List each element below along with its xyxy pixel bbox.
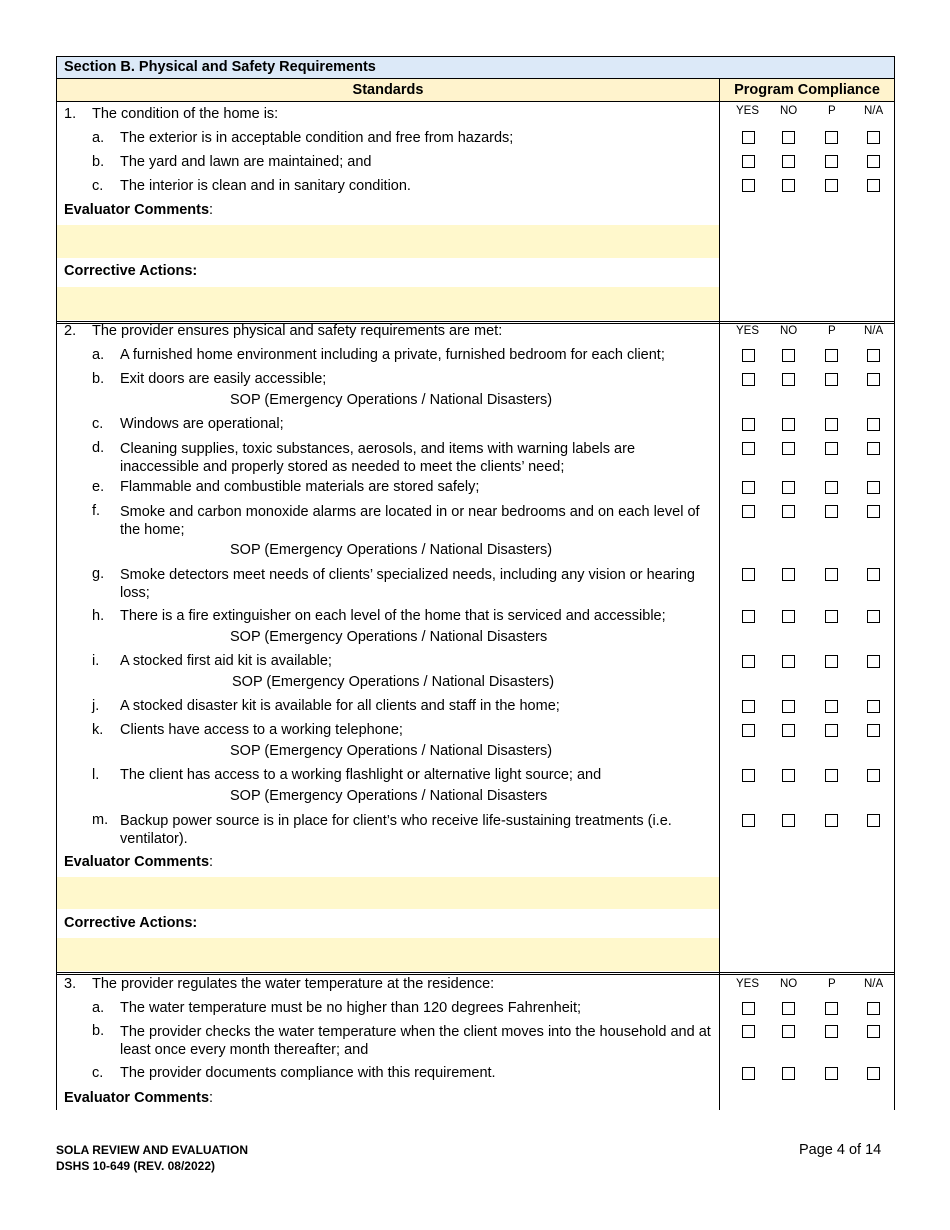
checkbox-na[interactable] bbox=[867, 349, 880, 362]
checkbox-na[interactable] bbox=[867, 373, 880, 386]
footer-form-title: SOLA REVIEW AND EVALUATION bbox=[56, 1143, 248, 1157]
checkbox-na[interactable] bbox=[867, 179, 880, 192]
q2-evaluator-comments-label: Evaluator Comments: bbox=[64, 854, 214, 870]
checkbox-na[interactable] bbox=[867, 131, 880, 144]
compliance-no-header: NO bbox=[780, 105, 798, 117]
checkbox-yes[interactable] bbox=[742, 1067, 755, 1080]
checkbox-yes[interactable] bbox=[742, 349, 755, 362]
checkbox-p[interactable] bbox=[825, 155, 838, 168]
q1-text: The condition of the home is: bbox=[92, 106, 279, 122]
checkbox-no[interactable] bbox=[782, 610, 795, 623]
checkbox-yes[interactable] bbox=[742, 442, 755, 455]
checkbox-na[interactable] bbox=[867, 481, 880, 494]
checkbox-no[interactable] bbox=[782, 655, 795, 668]
checkbox-p[interactable] bbox=[825, 179, 838, 192]
q2-item-text: A furnished home environment including a private, furnished bedroom for each client; bbox=[120, 347, 665, 363]
checkbox-no[interactable] bbox=[782, 1067, 795, 1080]
q2-item-letter: d. bbox=[92, 440, 105, 456]
q2-item-text: Smoke and carbon monoxide alarms are located in or near bedrooms and on each level of the home; bbox=[120, 504, 700, 538]
checkbox-p[interactable] bbox=[825, 442, 838, 455]
q2-item-letter: b. bbox=[92, 371, 105, 387]
checkbox-na[interactable] bbox=[867, 1025, 880, 1038]
q1-item-letter: b. bbox=[92, 154, 105, 170]
q2-corrective-actions-label: Corrective Actions: bbox=[64, 915, 198, 931]
checkbox-yes[interactable] bbox=[742, 131, 755, 144]
checkbox-yes[interactable] bbox=[742, 814, 755, 827]
q1-evaluator-comments-label: Evaluator Comments: bbox=[64, 202, 214, 218]
q1-item-text: The interior is clean and in sanitary condition. bbox=[120, 178, 411, 194]
q3-item-text: The provider checks the water temperature when the client moves into the household and at least once every month thereafter; and bbox=[120, 1024, 711, 1058]
q2-item-letter: f. bbox=[92, 503, 101, 519]
q2-item-letter: g. bbox=[92, 566, 105, 582]
checkbox-no[interactable] bbox=[782, 418, 795, 431]
q2-item-text: A stocked first aid kit is available; bbox=[120, 653, 332, 669]
q3-evaluator-comments-label: Evaluator Comments: bbox=[64, 1090, 214, 1106]
checkbox-no[interactable] bbox=[782, 724, 795, 737]
checkbox-na[interactable] bbox=[867, 769, 880, 782]
standards-header: Standards bbox=[352, 82, 424, 98]
q2-item-text: A stocked disaster kit is available for all clients and staff in the home; bbox=[120, 698, 560, 714]
checkbox-na[interactable] bbox=[867, 418, 880, 431]
compliance-yes-header: YES bbox=[736, 105, 760, 117]
checkbox-p[interactable] bbox=[825, 610, 838, 623]
checkbox-no[interactable] bbox=[782, 349, 795, 362]
q2-number: 2. bbox=[64, 323, 77, 339]
checkbox-yes[interactable] bbox=[742, 700, 755, 713]
checkbox-na[interactable] bbox=[867, 610, 880, 623]
program-compliance-header: Program Compliance bbox=[734, 82, 880, 98]
q2-item-text: Flammable and combustible materials are stored safely; bbox=[120, 479, 480, 495]
q1-corrective-actions-field[interactable] bbox=[57, 287, 719, 320]
checkbox-p[interactable] bbox=[825, 814, 838, 827]
q1-item-letter: c. bbox=[92, 178, 104, 194]
q1-item-letter: a. bbox=[92, 130, 105, 146]
checkbox-na[interactable] bbox=[867, 655, 880, 668]
checkbox-yes[interactable] bbox=[742, 418, 755, 431]
checkbox-p[interactable] bbox=[825, 568, 838, 581]
table-border bbox=[56, 56, 895, 57]
checkbox-p[interactable] bbox=[825, 131, 838, 144]
checkbox-yes[interactable] bbox=[742, 610, 755, 623]
checkbox-p[interactable] bbox=[825, 1025, 838, 1038]
q2-item-text: The client has access to a working flashlight or alternative light source; and bbox=[120, 767, 602, 783]
table-border bbox=[56, 974, 895, 975]
q2-item-letter: i. bbox=[92, 653, 100, 669]
checkbox-yes[interactable] bbox=[742, 655, 755, 668]
table-border bbox=[56, 56, 57, 1110]
sop-note: SOP (Emergency Operations / National Disasters) bbox=[230, 542, 553, 558]
checkbox-p[interactable] bbox=[825, 481, 838, 494]
sop-note: SOP (Emergency Operations / National Disasters bbox=[230, 629, 548, 645]
q2-item-text: Cleaning supplies, toxic substances, aerosols, and items with warning labels are inaccessible and properly stored as needed to meet the clients’ need; bbox=[120, 441, 636, 475]
sop-note: SOP (Emergency Operations / National Disasters) bbox=[232, 674, 555, 690]
q3-item-text: The water temperature must be no higher than 120 degrees Fahrenheit; bbox=[120, 1000, 582, 1016]
table-border bbox=[56, 101, 895, 102]
checkbox-no[interactable] bbox=[782, 442, 795, 455]
compliance-no-header: NO bbox=[780, 978, 798, 990]
checkbox-na[interactable] bbox=[867, 700, 880, 713]
q2-item-letter: j. bbox=[92, 698, 100, 714]
checkbox-p[interactable] bbox=[825, 505, 838, 518]
table-border bbox=[56, 78, 895, 79]
q3-item-letter: a. bbox=[92, 1000, 105, 1016]
table-border bbox=[894, 56, 895, 1110]
checkbox-p[interactable] bbox=[825, 724, 838, 737]
checkbox-p[interactable] bbox=[825, 1067, 838, 1080]
checkbox-no[interactable] bbox=[782, 179, 795, 192]
checkbox-yes[interactable] bbox=[742, 1002, 755, 1015]
q2-corrective-actions-field[interactable] bbox=[57, 938, 719, 971]
checkbox-p[interactable] bbox=[825, 655, 838, 668]
compliance-no-header: NO bbox=[780, 325, 798, 337]
table-border bbox=[56, 321, 895, 322]
q2-evaluator-comments-field[interactable] bbox=[57, 877, 719, 909]
q2-item-text: Smoke detectors meet needs of clients’ specialized needs, including any vision or hearing loss; bbox=[120, 567, 695, 601]
checkbox-yes[interactable] bbox=[742, 568, 755, 581]
column-divider bbox=[719, 78, 720, 1110]
checkbox-no[interactable] bbox=[782, 505, 795, 518]
checkbox-no[interactable] bbox=[782, 1002, 795, 1015]
q2-item-text: There is a fire extinguisher on each level of the home that is serviced and accessible; bbox=[120, 608, 666, 624]
checkbox-na[interactable] bbox=[867, 814, 880, 827]
checkbox-na[interactable] bbox=[867, 155, 880, 168]
checkbox-no[interactable] bbox=[782, 1025, 795, 1038]
checkbox-no[interactable] bbox=[782, 373, 795, 386]
compliance-na-header: N/A bbox=[864, 978, 884, 990]
q2-item-letter: l. bbox=[92, 767, 100, 783]
q2-item-text: Clients have access to a working telephone; bbox=[120, 722, 403, 738]
footer-page-number: Page 4 of 14 bbox=[799, 1142, 882, 1158]
sop-note: SOP (Emergency Operations / National Disasters bbox=[230, 788, 548, 804]
checkbox-na[interactable] bbox=[867, 568, 880, 581]
compliance-yes-header: YES bbox=[736, 978, 760, 990]
checkbox-no[interactable] bbox=[782, 481, 795, 494]
table-border bbox=[56, 972, 895, 973]
compliance-p-header: P bbox=[828, 325, 836, 337]
checkbox-no[interactable] bbox=[782, 814, 795, 827]
q2-item-letter: k. bbox=[92, 722, 104, 738]
checkbox-yes[interactable] bbox=[742, 1025, 755, 1038]
q1-item-text: The yard and lawn are maintained; and bbox=[120, 154, 372, 170]
checkbox-p[interactable] bbox=[825, 349, 838, 362]
checkbox-p[interactable] bbox=[825, 769, 838, 782]
q1-number: 1. bbox=[64, 106, 77, 122]
checkbox-na[interactable] bbox=[867, 442, 880, 455]
q2-item-letter: m. bbox=[92, 812, 109, 828]
q3-item-text: The provider documents compliance with this requirement. bbox=[120, 1065, 496, 1081]
checkbox-na[interactable] bbox=[867, 724, 880, 737]
checkbox-na[interactable] bbox=[867, 505, 880, 518]
checkbox-no[interactable] bbox=[782, 155, 795, 168]
q2-item-text: Exit doors are easily accessible; bbox=[120, 371, 327, 387]
checkbox-yes[interactable] bbox=[742, 481, 755, 494]
q1-item-text: The exterior is in acceptable condition and free from hazards; bbox=[120, 130, 514, 146]
footer-form-number: DSHS 10-649 (REV. 08/2022) bbox=[56, 1159, 215, 1173]
checkbox-no[interactable] bbox=[782, 568, 795, 581]
q2-item-letter: e. bbox=[92, 479, 105, 495]
checkbox-no[interactable] bbox=[782, 131, 795, 144]
q2-item-letter: h. bbox=[92, 608, 105, 624]
compliance-p-header: P bbox=[828, 978, 836, 990]
checkbox-p[interactable] bbox=[825, 373, 838, 386]
q2-item-letter: c. bbox=[92, 416, 104, 432]
compliance-yes-header: YES bbox=[736, 325, 760, 337]
checkbox-yes[interactable] bbox=[742, 373, 755, 386]
q3-item-letter: b. bbox=[92, 1023, 105, 1039]
checkbox-na[interactable] bbox=[867, 1067, 880, 1080]
checkbox-p[interactable] bbox=[825, 418, 838, 431]
checkbox-p[interactable] bbox=[825, 1002, 838, 1015]
checkbox-yes[interactable] bbox=[742, 769, 755, 782]
q3-text: The provider regulates the water temperature at the residence: bbox=[92, 976, 495, 992]
checkbox-p[interactable] bbox=[825, 700, 838, 713]
compliance-na-header: N/A bbox=[864, 105, 884, 117]
checkbox-yes[interactable] bbox=[742, 155, 755, 168]
section-title: Section B. Physical and Safety Requirements bbox=[64, 59, 376, 75]
checkbox-yes[interactable] bbox=[742, 505, 755, 518]
checkbox-no[interactable] bbox=[782, 700, 795, 713]
q2-item-text: Windows are operational; bbox=[120, 416, 284, 432]
checkbox-yes[interactable] bbox=[742, 179, 755, 192]
q1-corrective-actions-label: Corrective Actions: bbox=[64, 263, 198, 279]
q2-item-letter: a. bbox=[92, 347, 105, 363]
compliance-p-header: P bbox=[828, 105, 836, 117]
sop-note: SOP (Emergency Operations / National Disasters) bbox=[230, 743, 553, 759]
compliance-na-header: N/A bbox=[864, 325, 884, 337]
q3-item-letter: c. bbox=[92, 1065, 104, 1081]
checkbox-yes[interactable] bbox=[742, 724, 755, 737]
q3-number: 3. bbox=[64, 976, 77, 992]
checkbox-no[interactable] bbox=[782, 769, 795, 782]
q2-item-text: Backup power source is in place for client’s who receive life-sustaining treatments (i.e. ventilator). bbox=[120, 813, 672, 847]
checkbox-na[interactable] bbox=[867, 1002, 880, 1015]
sop-note: SOP (Emergency Operations / National Disasters) bbox=[230, 392, 553, 408]
q1-evaluator-comments-field[interactable] bbox=[57, 225, 719, 258]
q2-text: The provider ensures physical and safety requirements are met: bbox=[92, 323, 503, 339]
